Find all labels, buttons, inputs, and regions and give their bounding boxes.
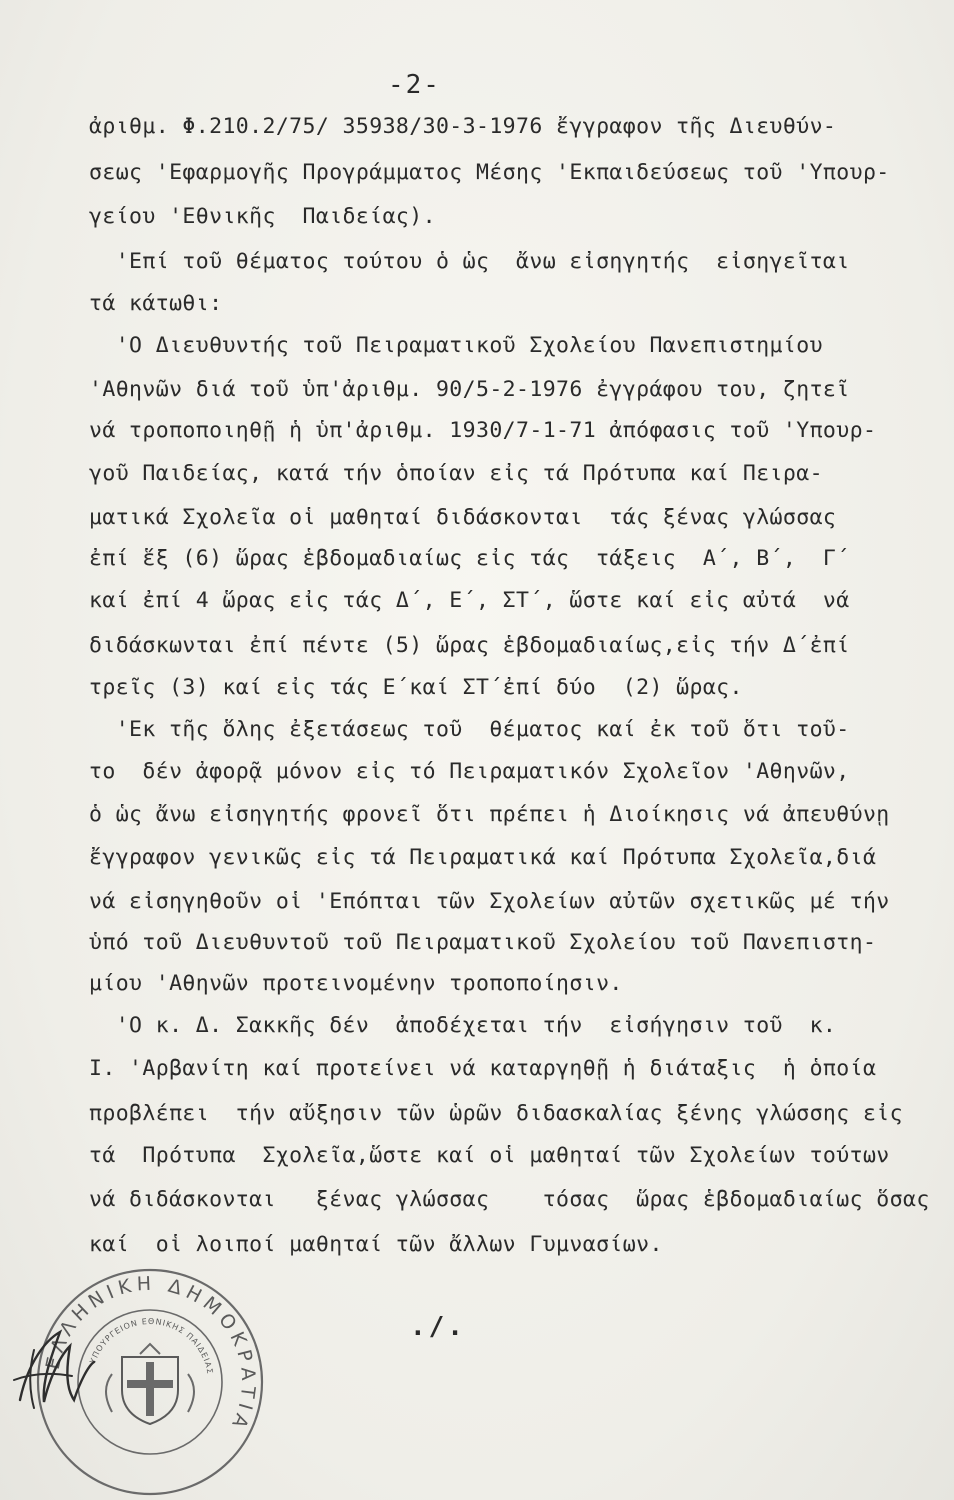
text-line: Ι. 'Αρβανίτη καί προτείνει νά καταργηθῇ ἡ διάταξις ἡ ὁποία — [89, 1056, 877, 1081]
text-line: 'Αθηνῶν διά τοῦ ὑπ'ἀριθμ. 90/5-2-1976 ἐγγράφου του, ζητεῖ — [89, 377, 850, 402]
text-line: ἔγγραφον γενικῶς εἰς τά Πειραματικά καί Πρότυπα Σχολεῖα,διά — [89, 845, 877, 870]
text-line: νά εἰσηγηθοῦν οἱ 'Επόπται τῶν Σχολείων αὐτῶν σχετικῶς μέ τήν — [89, 889, 890, 914]
page-number: -2- — [388, 70, 441, 100]
text-line: γείου 'Εθνικῆς Παιδείας). — [89, 204, 436, 229]
text-line: διδάσκωνται ἐπί πέντε (5) ὥρας ἑβδομαδιαίως,εἰς τήν Δ΄ἐπί — [89, 633, 850, 658]
seal-inner-text: ΥΠΟΥΡΓΕΙΟΝ ΕΘΝΙΚΗΣ ΠΑΙΔΕΙΑΣ — [88, 1316, 215, 1376]
text-line: ματικά Σχολεῖα οἱ μαθηταί διδάσκονται τάς ξένας γλώσσας — [89, 505, 837, 530]
text-line: σεως 'Εφαρμογῆς Προγράμματος Μέσης 'Εκπαιδεύσεως τοῦ 'Υπουρ- — [89, 160, 890, 185]
text-line: ὑπό τοῦ Διευθυντοῦ τοῦ Πειραματικοῦ Σχολείου τοῦ Πανεπιστη- — [89, 930, 877, 955]
text-line: το δέν ἀφορᾷ μόνον εἰς τό Πειραματικόν Σχολεῖον 'Αθηνῶν, — [89, 759, 850, 784]
text-line: 'Ο κ. Δ. Σακκῆς δέν ἀποδέχεται τήν εἰσήγησιν τοῦ κ. — [89, 1013, 837, 1038]
text-line: καί οἱ λοιποί μαθηταί τῶν ἄλλων Γυμνασίων. — [89, 1232, 663, 1257]
text-line: ἀριθμ. Φ.210.2/75/ 35938/30-3-1976 ἔγγραφον τῆς Διευθύν- — [89, 114, 837, 139]
text-line: νά τροποποιηθῇ ἡ ὑπ'ἀριθμ. 1930/7-1-71 ἀπόφασις τοῦ 'Υπουρ- — [89, 418, 877, 443]
continuation-mark: ./. — [410, 1312, 466, 1342]
text-line: ἐπί ἕξ (6) ὥρας ἑβδομαδιαίως εἰς τάς τάξεις Α΄, Β΄, Γ΄ — [89, 546, 850, 571]
text-line: τά κάτωθι: — [89, 291, 223, 316]
seal-outer-text: ΕΛΛΗΝΙΚΗ ΔΗΜΟΚΡΑΤΙΑ — [41, 1272, 260, 1436]
text-line: τά Πρότυπα Σχολεῖα,ὥστε καί οἱ μαθηταί τῶν Σχολείων τούτων — [89, 1143, 890, 1168]
text-line: προβλέπει τήν αὔξησιν τῶν ὡρῶν διδασκαλίας ξένης γλώσσης εἰς — [89, 1101, 903, 1126]
text-line: μίου 'Αθηνῶν προτεινομένην τροποποίησιν. — [89, 971, 623, 996]
text-line: 'Εκ τῆς ὅλης ἐξετάσεως τοῦ θέματος καί ἐκ τοῦ ὅτι τοῦ- — [89, 717, 850, 742]
coat-of-arms-icon — [106, 1344, 194, 1424]
text-line: ὁ ὡς ἄνω εἰσηγητής φρονεῖ ὅτι πρέπει ἡ Διοίκησις νά ἀπευθύνῃ — [89, 802, 890, 827]
text-line: τρεῖς (3) καί εἰς τάς Ε΄καί ΣΤ΄ἐπί δύο (2) ὥρας. — [89, 675, 743, 700]
text-line: νά διδάσκονται ξένας γλώσσας τόσας ὥρας ἑβδομαδιαίως ὅσας — [89, 1187, 930, 1212]
text-line: 'Επί τοῦ θέματος τούτου ὁ ὡς ἄνω εἰσηγητής εἰσηγεῖται — [89, 249, 850, 274]
text-line: 'Ο Διευθυντής τοῦ Πειραματικοῦ Σχολείου Πανεπιστημίου — [89, 333, 823, 358]
official-seal — [0, 1262, 290, 1500]
text-line: καί ἐπί 4 ὥρας εἰς τάς Δ΄, Ε΄, ΣΤ΄, ὥστε καί εἰς αὐτά νά — [89, 588, 850, 613]
text-line: γοῦ Παιδείας, κατά τήν ὁποίαν εἰς τά Πρότυπα καί Πειρα- — [89, 461, 823, 486]
